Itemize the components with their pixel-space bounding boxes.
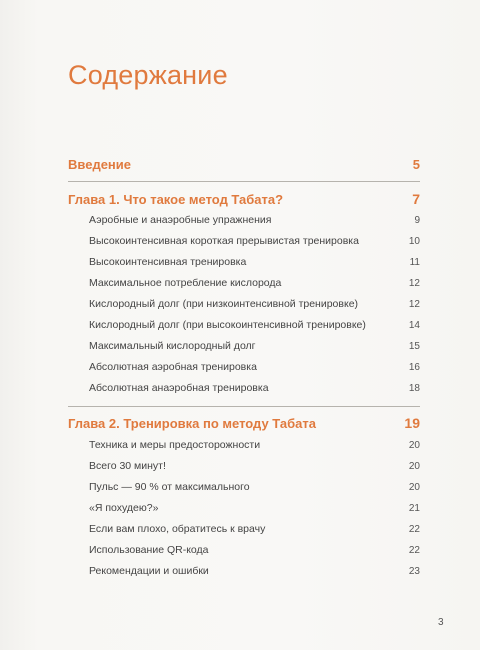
toc-subentry[interactable] bbox=[89, 544, 420, 556]
toc-subentry-label: Максимальное потребление кислорода bbox=[89, 277, 282, 289]
toc-entry-label: Глава 2. Тренировка по методу Табата bbox=[68, 416, 317, 431]
toc-subentry-label: Пульс — 90 % от максимального bbox=[89, 481, 250, 493]
toc-subentry-page: 20 bbox=[408, 440, 420, 451]
toc-entry-chapter-1[interactable] bbox=[68, 191, 420, 207]
toc-subentry[interactable] bbox=[89, 319, 420, 331]
toc-subentry[interactable] bbox=[89, 256, 420, 268]
toc-subentry-label: «Я похудею?» bbox=[89, 502, 159, 514]
toc-subentry-page: 22 bbox=[408, 545, 420, 556]
toc-subentry-page: 9 bbox=[414, 215, 420, 226]
toc-subentry-page: 20 bbox=[408, 461, 420, 472]
toc-entry-label: Введение bbox=[68, 157, 131, 172]
toc-subentry-page: 22 bbox=[408, 524, 420, 535]
toc-entry-page: 5 bbox=[412, 157, 420, 172]
toc-subentry-page: 20 bbox=[408, 482, 420, 493]
toc-subentry[interactable] bbox=[89, 277, 420, 289]
section-divider bbox=[68, 181, 420, 182]
toc-subentry-page: 10 bbox=[408, 236, 420, 247]
toc-subentry-label: Абсолютная анаэробная тренировка bbox=[89, 382, 269, 394]
toc-subentry[interactable] bbox=[89, 340, 420, 352]
toc-subentry-page: 12 bbox=[408, 278, 420, 289]
toc-entry-chapter-2[interactable] bbox=[68, 415, 420, 431]
toc-subentry-page: 14 bbox=[408, 320, 420, 331]
toc-subentry-label: Высокоинтенсивная тренировка bbox=[89, 256, 247, 268]
toc-subentry-label: Абсолютная аэробная тренировка bbox=[89, 361, 257, 373]
toc-subentry-label: Высокоинтенсивная короткая прерывистая тренировка bbox=[89, 235, 359, 247]
toc-subentry-page: 11 bbox=[409, 257, 420, 268]
toc-subentry[interactable] bbox=[89, 214, 420, 226]
toc-subentry[interactable] bbox=[89, 460, 420, 472]
toc-subentry-label: Кислородный долг (при низкоинтенсивной тренировке) bbox=[89, 298, 359, 310]
toc-subentry-page: 23 bbox=[408, 566, 420, 577]
toc-subentry-label: Всего 30 минут! bbox=[89, 460, 166, 472]
toc-subentry[interactable] bbox=[89, 382, 420, 394]
toc-subentry-label: Техника и меры предосторожности bbox=[89, 439, 261, 451]
toc-subentry-label: Использование QR-кода bbox=[89, 544, 209, 556]
toc-subentry[interactable] bbox=[89, 481, 420, 493]
toc-entry-page: 7 bbox=[412, 191, 420, 207]
toc-entry-intro[interactable] bbox=[68, 157, 420, 172]
page-title: Содержание bbox=[68, 60, 228, 90]
toc-subentry-label: Кислородный долг (при высокоинтенсивной тренировке) bbox=[89, 319, 366, 331]
toc-subentry[interactable] bbox=[89, 565, 420, 577]
page-number: 3 bbox=[438, 617, 444, 628]
toc-subentry-label: Аэробные и анаэробные упражнения bbox=[89, 214, 272, 226]
toc-subentry[interactable] bbox=[89, 502, 420, 514]
toc-subentry[interactable] bbox=[89, 361, 420, 373]
toc-subentry-label: Рекомендации и ошибки bbox=[89, 565, 209, 577]
toc-entry-label: Глава 1. Что такое метод Табата? bbox=[68, 192, 284, 207]
section-divider bbox=[68, 406, 420, 407]
toc-subentry-label: Если вам плохо, обратитесь к врачу bbox=[89, 523, 266, 535]
toc-subentry[interactable] bbox=[89, 523, 420, 535]
toc-subentry-page: 21 bbox=[408, 503, 420, 514]
toc-subentry[interactable] bbox=[89, 298, 420, 310]
toc-subentry[interactable] bbox=[89, 439, 420, 451]
toc-subentry-label: Максимальный кислородный долг bbox=[89, 340, 256, 352]
toc-subentry-page: 18 bbox=[408, 383, 420, 394]
toc-entry-page: 19 bbox=[404, 415, 420, 431]
toc-subentry[interactable] bbox=[89, 235, 420, 247]
toc-subentry-page: 15 bbox=[408, 341, 420, 352]
toc-subentry-page: 16 bbox=[408, 362, 420, 373]
toc-subentry-page: 12 bbox=[408, 299, 420, 310]
